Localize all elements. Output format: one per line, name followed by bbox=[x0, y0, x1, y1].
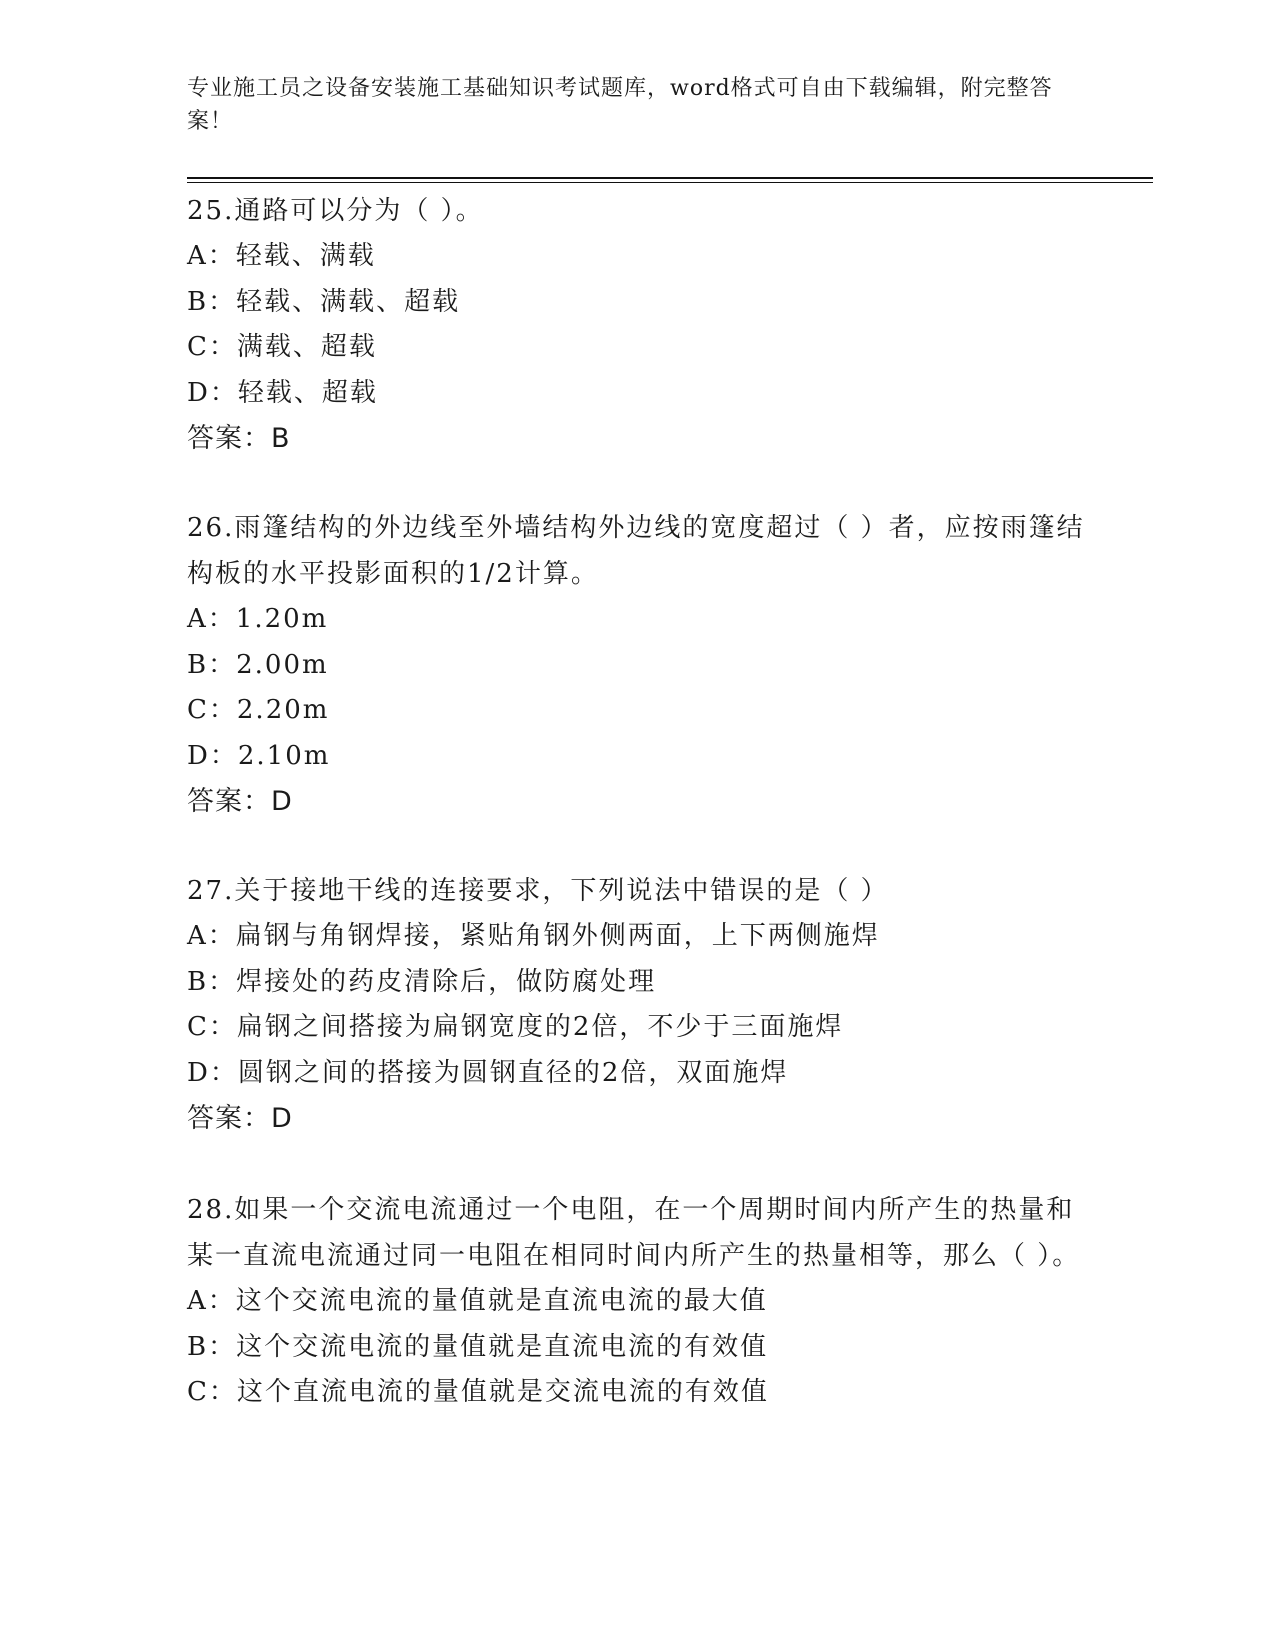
answer: 答案：D bbox=[187, 1103, 293, 1134]
option-c: C：2.20m bbox=[187, 695, 330, 725]
option-a: A：这个交流电流的量值就是直流电流的最大值 bbox=[187, 1286, 768, 1316]
answer: 答案：B bbox=[187, 423, 291, 454]
option-b: B：2.00m bbox=[187, 649, 329, 680]
question-stem: 26.雨篷结构的外边线至外墙结构外边线的宽度超过（ ）者，应按雨篷结构板的水平投影面积的1/2计算。 bbox=[187, 513, 1085, 589]
question-stem: 28.如果一个交流电流通过一个电阻，在一个周期时间内所产生的热量和某一直流电流通过同一电阻在相同时间内所产生的热量相等，那么（ ）。 bbox=[187, 1195, 1081, 1271]
option-b: B：焊接处的药皮清除后，做防腐处理 bbox=[187, 966, 657, 997]
option-a: A：1.20m bbox=[187, 604, 329, 634]
option-d: D：圆钢之间的搭接为圆钢直径的2倍，双面施焊 bbox=[187, 1057, 789, 1088]
question-stem: 25.通路可以分为（ ）。 bbox=[187, 196, 484, 226]
header-divider-thin bbox=[187, 182, 1153, 183]
answer: 答案：D bbox=[187, 786, 293, 817]
question-28 bbox=[187, 1187, 1087, 1416]
option-b: B：轻载、满载、超载 bbox=[187, 286, 461, 317]
question-25 bbox=[187, 188, 1087, 462]
option-d: D：轻载、超载 bbox=[187, 377, 378, 408]
option-c: C：这个直流电流的量值就是交流电流的有效值 bbox=[187, 1377, 769, 1407]
question-27 bbox=[187, 868, 1087, 1142]
question-stem: 27.关于接地干线的连接要求，下列说法中错误的是（ ） bbox=[187, 876, 889, 906]
option-c: C：扁钢之间搭接为扁钢宽度的2倍，不少于三面施焊 bbox=[187, 1012, 844, 1042]
header-divider-thick bbox=[187, 177, 1153, 179]
option-a: A：扁钢与角钢焊接，紧贴角钢外侧两面，上下两侧施焊 bbox=[187, 921, 880, 951]
question-26 bbox=[187, 505, 1087, 825]
document-header: 专业施工员之设备安装施工基础知识考试题库，word格式可自由下载编辑，附完整答案！ bbox=[187, 76, 1053, 134]
option-a: A：轻载、满载 bbox=[187, 241, 376, 271]
option-c: C：满载、超载 bbox=[187, 332, 377, 362]
option-b: B：这个交流电流的量值就是直流电流的有效值 bbox=[187, 1331, 769, 1362]
option-d: D：2.10m bbox=[187, 740, 331, 771]
